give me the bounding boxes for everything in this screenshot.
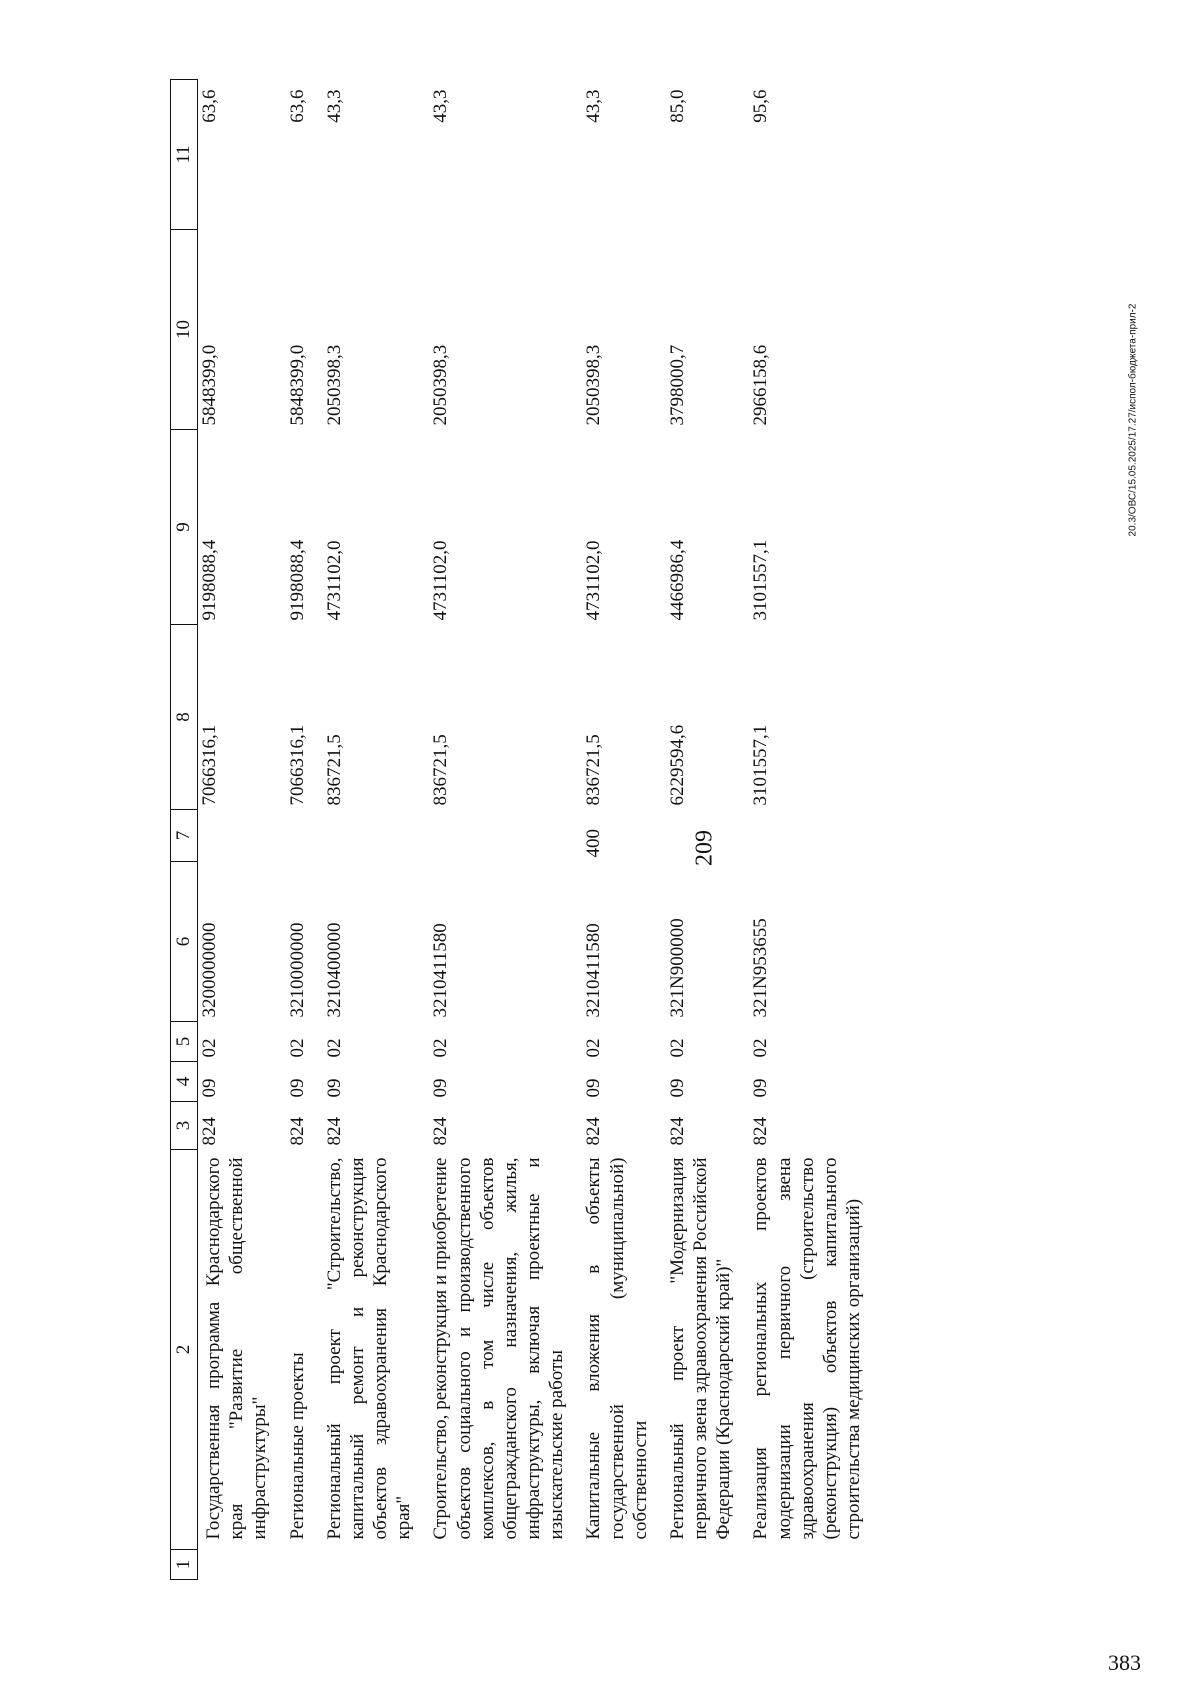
cell-col-5: 02 [430,1038,452,1058]
header-col-1: 1 [171,1550,198,1580]
table-row [745,80,875,1580]
cell-col-1 [198,1550,282,1580]
cell-col-9: 4731102,0 [583,540,605,621]
header-row [171,80,198,1580]
cell-col-5: 02 [750,1038,772,1058]
cell-col-11: 63,6 [286,89,308,123]
cell-description: Государственная программа Краснодарского края "Развитие общественной инфраструктуры" [203,1157,271,1540]
cell-col-9: 4731102,0 [430,540,452,621]
cell-description: Региональный проект "Строительство, капитальный ремонт и реконструкция объектов здравоохранения Краснодарского края" [323,1157,415,1540]
header-col-4: 4 [171,1062,198,1102]
header-col-6: 6 [171,862,198,1022]
cell-col-3: 824 [750,1117,772,1146]
table-row [425,80,578,1580]
cell-col-11: 63,6 [199,89,220,123]
cell-col-4: 09 [583,1078,605,1098]
cell-col-6: 3210000000 [286,922,308,1018]
cell-col-1 [745,1550,875,1580]
cell-col-1 [319,1550,426,1580]
table-row [319,80,426,1580]
cell-col-11: 43,3 [430,89,452,123]
cell-col-11: 43,3 [583,89,605,123]
cell-col-1 [425,1550,578,1580]
cell-col-10: 2050398,3 [430,344,452,426]
header-col-5: 5 [171,1022,198,1062]
cell-col-1 [662,1550,746,1580]
cell-col-8: 3101557,1 [750,724,772,806]
cell-col-9: 9198088,4 [286,539,308,621]
cell-col-9: 3101557,1 [750,539,772,621]
header-col-8: 8 [171,625,198,810]
page-number-top: 209 [691,830,718,866]
cell-description: Реализация региональных проектов модернизации первичного звена здравоохранения (строительство (реконструкция) объектов капитального строительства медицинских организаций) [750,1157,865,1540]
cell-col-8: 7066316,1 [286,724,308,806]
cell-col-7 [198,810,282,862]
cell-description: Региональный проект "Модернизация первичного звена здравоохранения Российской Федерации (Краснодарский край)" [666,1157,735,1540]
cell-col-8: 6229594,6 [666,724,688,806]
cell-col-11: 85,0 [666,89,688,123]
cell-col-8: 7066316,1 [199,724,220,806]
cell-col-3: 824 [199,1117,220,1146]
cell-col-4: 09 [666,1078,688,1098]
cell-col-3: 824 [286,1117,308,1146]
header-col-9: 9 [171,430,198,625]
cell-col-7: 400 [583,829,605,858]
cell-col-10: 5848399,0 [286,344,308,426]
cell-col-6: 321N900000 [666,918,688,1018]
footer-document-code: 20.3/ОВС/15.05.2025/17.27/испол-бюджета-прил-2 [1127,303,1139,537]
cell-col-3: 824 [323,1117,345,1146]
table-row [282,80,319,1580]
cell-description: Региональные проекты [286,1352,308,1540]
cell-col-6: 3210411580 [583,923,605,1018]
header-col-2: 2 [171,1150,198,1550]
cell-col-9: 4466986,4 [666,539,688,621]
page-number-bottom: 383 [1108,1650,1141,1675]
cell-col-5: 02 [323,1038,345,1058]
cell-description: Строительство, реконструкция и приобретение объектов социального и производственного комплексов, в том числе объектов общегражданского назначения, жилья, инфраструктуры, включая проектные и изыскательские работы [430,1157,568,1540]
cell-col-8: 836721,5 [583,734,605,806]
cell-col-6: 3200000000 [199,922,220,1018]
cell-col-4: 09 [750,1078,772,1098]
cell-col-4: 09 [199,1078,220,1098]
budget-table [170,79,875,1580]
cell-col-4: 09 [323,1078,345,1098]
cell-col-10: 2050398,3 [323,344,345,426]
header-col-10: 10 [171,230,198,430]
cell-col-6: 3210400000 [323,922,345,1018]
cell-col-10: 3798000,7 [666,344,688,426]
table-row [578,80,662,1580]
header-col-7: 7 [171,810,198,862]
header-col-11: 11 [171,80,198,230]
cell-col-7 [662,810,746,862]
cell-col-3: 824 [583,1117,605,1146]
rotated-table-container [170,80,1030,1580]
cell-col-5: 02 [666,1038,688,1058]
cell-col-5: 02 [199,1038,220,1058]
cell-col-10: 2966158,6 [750,344,772,426]
cell-description: Капитальные вложения в объекты государственной (муниципальной) собственности [583,1157,651,1540]
cell-col-7 [425,810,578,862]
cell-col-4: 09 [286,1078,308,1098]
table-row [198,80,282,1580]
cell-col-7 [282,810,319,862]
cell-col-3: 824 [666,1117,688,1146]
cell-col-6: 3210411580 [430,923,452,1018]
cell-col-10: 2050398,3 [583,344,605,426]
cell-col-3: 824 [430,1117,452,1146]
cell-col-9: 4731102,0 [323,540,345,621]
cell-col-8: 836721,5 [323,734,345,806]
cell-col-6: 321N953655 [750,918,772,1018]
header-col-3: 3 [171,1102,198,1150]
cell-col-7 [745,810,875,862]
cell-col-8: 836721,5 [430,734,452,806]
cell-col-9: 9198088,4 [199,539,220,621]
cell-col-7 [319,810,426,862]
cell-col-11: 95,6 [750,89,772,123]
cell-col-5: 02 [583,1038,605,1058]
cell-col-1 [578,1550,662,1580]
table-row [662,80,746,1580]
cell-col-10: 5848399,0 [199,344,220,426]
cell-col-11: 43,3 [323,89,345,123]
cell-col-5: 02 [286,1038,308,1058]
cell-col-1 [282,1550,319,1580]
cell-col-4: 09 [430,1078,452,1098]
